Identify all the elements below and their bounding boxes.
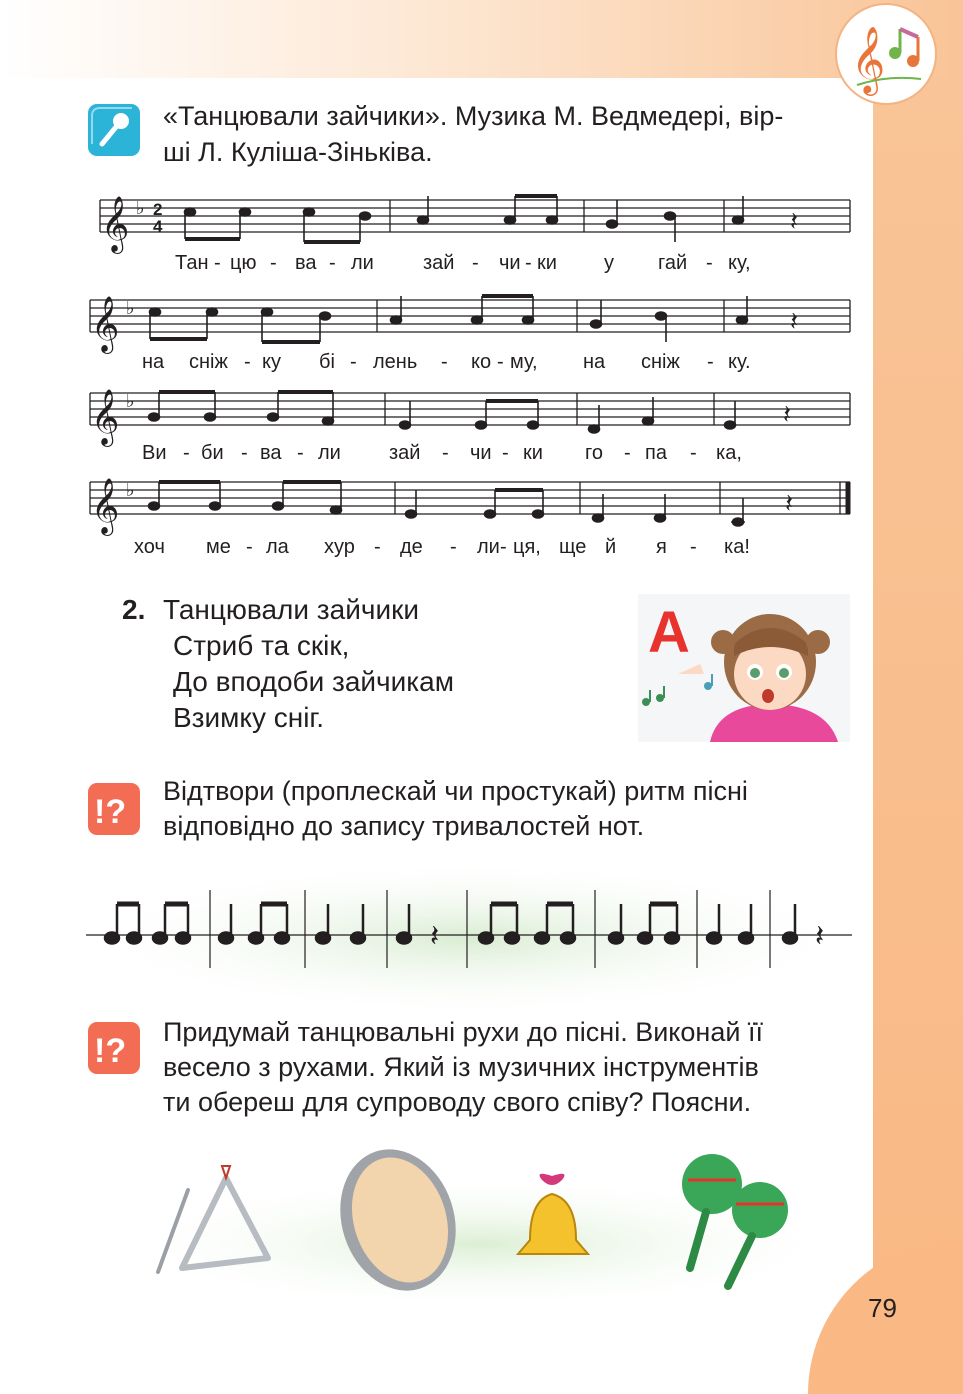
svg-text:♭: ♭ [136, 198, 145, 219]
song-title-line2: ші Л. Куліша-Зіньківа. [163, 137, 433, 167]
task2-line2: весело з рухами. Який із музичних інструментів [163, 1052, 759, 1082]
svg-text:!?: !? [94, 793, 127, 831]
verse-line-3: До вподоби зайчикам [173, 666, 454, 697]
svg-text:𝄞: 𝄞 [91, 296, 120, 352]
svg-text:𝄽: 𝄽 [815, 919, 825, 954]
task2-line1: Придумай танцювальні рухи до пісні. Виконай її [163, 1017, 763, 1047]
song-title-line1: «Танцювали зайчики». Музика М. Ведмедері, вір- [163, 101, 784, 131]
svg-text:2: 2 [153, 200, 163, 219]
question-icon-2 [88, 1022, 140, 1074]
task1-line2: відповідно до запису тривалостей нот. [163, 811, 645, 841]
svg-text:𝄽: 𝄽 [430, 919, 440, 954]
svg-text:𝄽: 𝄽 [783, 400, 791, 430]
svg-text:♭: ♭ [126, 391, 135, 412]
task1-line1: Відтвори (проплескай чи простукай) ритм пісні [163, 776, 748, 806]
svg-text:𝄞: 𝄞 [91, 389, 120, 445]
verse-line-4: Взимку сніг. [173, 702, 325, 733]
svg-text:𝄞: 𝄞 [851, 25, 886, 93]
svg-text:♭: ♭ [126, 480, 135, 501]
svg-text:𝄞: 𝄞 [91, 478, 120, 534]
task2-line3: ти обереш для супроводу свого співу? Поясни. [163, 1087, 752, 1117]
instruments-row [100, 1140, 840, 1300]
svg-text:4: 4 [153, 217, 163, 236]
svg-text:!?: !? [94, 1032, 127, 1070]
verse-line-1: Танцювали зайчики [163, 594, 419, 625]
singing-girl-illustration [638, 594, 850, 742]
question-icon [88, 783, 140, 835]
rhythm-notation [0, 860, 873, 1010]
page-number: 79 [868, 1293, 897, 1323]
svg-text:𝄞: 𝄞 [101, 196, 130, 252]
svg-text:♭: ♭ [126, 298, 135, 319]
svg-text:𝄽: 𝄽 [785, 489, 793, 519]
svg-text:𝄽: 𝄽 [790, 207, 798, 237]
verse-line-2: Стриб та скік, [173, 630, 350, 661]
svg-text:A: A [648, 600, 690, 665]
svg-text:𝄽: 𝄽 [790, 307, 798, 337]
sheet-music [0, 0, 963, 560]
verse-number: 2. [122, 594, 146, 625]
